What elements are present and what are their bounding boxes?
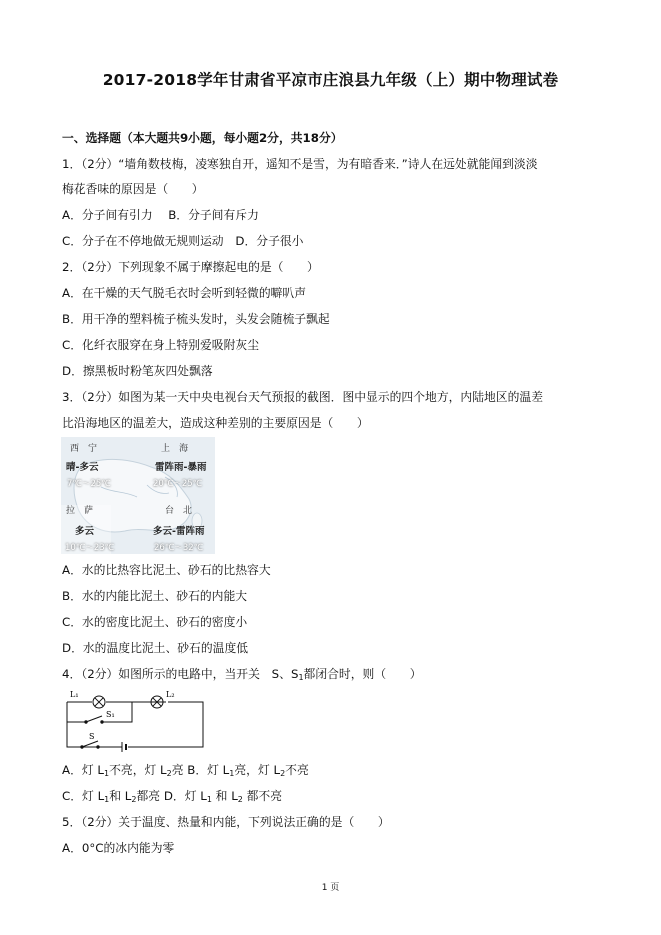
q2-option-b: B．用干净的塑料梳子梳头发时，头发会随梳子飘起 bbox=[62, 312, 330, 326]
q3-option-b: B．水的内能比泥土、砂石的内能大 bbox=[62, 589, 248, 603]
temp-taibei: 26℃～32℃ bbox=[154, 543, 204, 553]
city-xining: 西 宁 bbox=[70, 444, 98, 454]
label-s: S bbox=[89, 732, 95, 741]
weather-xining: 晴-多云 bbox=[66, 462, 99, 473]
q1-options-cd: C．分子在不停地做无规则运动 D．分子很小 bbox=[62, 234, 304, 248]
q4ab-s3: 2 bbox=[280, 769, 286, 778]
q4-stem-text: 4．（2分）如图所示的电路中，当开关 S、S bbox=[62, 667, 299, 681]
weather-lasa: 多云 bbox=[75, 526, 95, 537]
q4ab-t2: 亮 B．灯 L bbox=[171, 763, 230, 777]
weather-taibei: 多云-雷阵雨 bbox=[153, 526, 205, 537]
city-lasa: 拉 萨 bbox=[66, 506, 94, 516]
q4ab-t3: 亮，灯 L bbox=[234, 763, 281, 777]
q3-option-a: A．水的比热容比泥土、砂石的比热容大 bbox=[62, 563, 271, 577]
label-l1: L₁ bbox=[70, 690, 79, 699]
q4ab-s2: 1 bbox=[229, 769, 235, 778]
page-number: 1 页 bbox=[321, 883, 340, 893]
page-title: 2017-2018学年甘肃省平凉市庄浪县九年级（上）期中物理试卷 bbox=[102, 71, 559, 89]
q2-option-c: C．化纤衣服穿在身上特别爱吸附灰尘 bbox=[62, 338, 259, 352]
section-heading: 一、选择题（本大题共9小题，每小题2分，共18分） bbox=[62, 131, 343, 145]
q4cd-t4: 都不亮 bbox=[242, 789, 283, 803]
q4cd-t2: 都亮 D．灯 L bbox=[136, 789, 207, 803]
q4cd-t0: C．灯 L bbox=[62, 789, 105, 803]
q3-option-d: D．水的温度比泥土、砂石的温度低 bbox=[62, 641, 249, 655]
q5-option-a: A．0°C的冰内能为零 bbox=[62, 841, 175, 855]
q4-stem-sub: 1 bbox=[298, 673, 304, 682]
q4ab-t4: 不亮 bbox=[285, 763, 309, 777]
q4cd-s3: 2 bbox=[237, 795, 243, 804]
q3-stem-line2: 比沿海地区的温差大，造成这种差别的主要原因是（ ） bbox=[62, 416, 369, 430]
weather-shanghai: 雷阵雨-暴雨 bbox=[155, 462, 207, 473]
temp-xining: 7℃～25℃ bbox=[67, 479, 111, 489]
q4cd-s1: 2 bbox=[131, 795, 137, 804]
q2-stem: 2．（2分）下列现象不属于摩擦起电的是（ ） bbox=[62, 260, 319, 274]
q4-options-cd bbox=[62, 788, 282, 804]
q4ab-t1: 不亮，灯 L bbox=[109, 763, 167, 777]
q5-stem: 5．（2分）关于温度、热量和内能，下列说法正确的是（ ） bbox=[62, 815, 390, 829]
q3-option-c: C．水的密度比泥土、砂石的密度小 bbox=[62, 615, 248, 629]
q4ab-s1: 2 bbox=[166, 769, 172, 778]
q4-stem-tail: 都闭合时，则（ ） bbox=[303, 667, 422, 681]
q4cd-t3: 和 L bbox=[211, 789, 238, 803]
weather-forecast-figure bbox=[61, 437, 215, 554]
temp-lasa: 10℃～23℃ bbox=[65, 543, 115, 553]
city-taibei: 台 北 bbox=[165, 506, 193, 516]
temp-shanghai: 20℃～25℃ bbox=[153, 479, 203, 489]
q2-option-a: A．在干燥的天气脱毛衣时会听到轻微的噼叭声 bbox=[62, 286, 307, 300]
q4cd-s0: 1 bbox=[104, 795, 110, 804]
q4cd-s2: 1 bbox=[206, 795, 212, 804]
label-s1: S₁ bbox=[106, 710, 115, 719]
city-shanghai: 上 海 bbox=[161, 444, 189, 454]
q4ab-t0: A．灯 L bbox=[62, 763, 104, 777]
label-l2: L₂ bbox=[166, 690, 175, 699]
q1-stem-line1: 1．（2分）“墙角数枝梅，凌寒独自开，遥知不是雪，为有暗香来．”诗人在远处就能闻到淡淡 bbox=[62, 157, 538, 171]
q1-options-ab: A．分子间有引力 B．分子间有斥力 bbox=[62, 208, 259, 222]
q1-stem-line2: 梅花香味的原因是（ ） bbox=[62, 182, 204, 196]
q4-options-ab bbox=[62, 762, 309, 778]
q3-stem-line1: 3．（2分）如图为某一天中央电视台天气预报的截图．图中显示的四个地方，内陆地区的温差 bbox=[62, 390, 543, 404]
q4ab-s0: 1 bbox=[104, 769, 110, 778]
q4cd-t1: 和 L bbox=[109, 789, 132, 803]
circuit-diagram bbox=[62, 690, 207, 752]
q2-option-d: D．擦黑板时粉笔灰四处飘落 bbox=[62, 364, 213, 378]
q4-stem bbox=[62, 666, 422, 682]
